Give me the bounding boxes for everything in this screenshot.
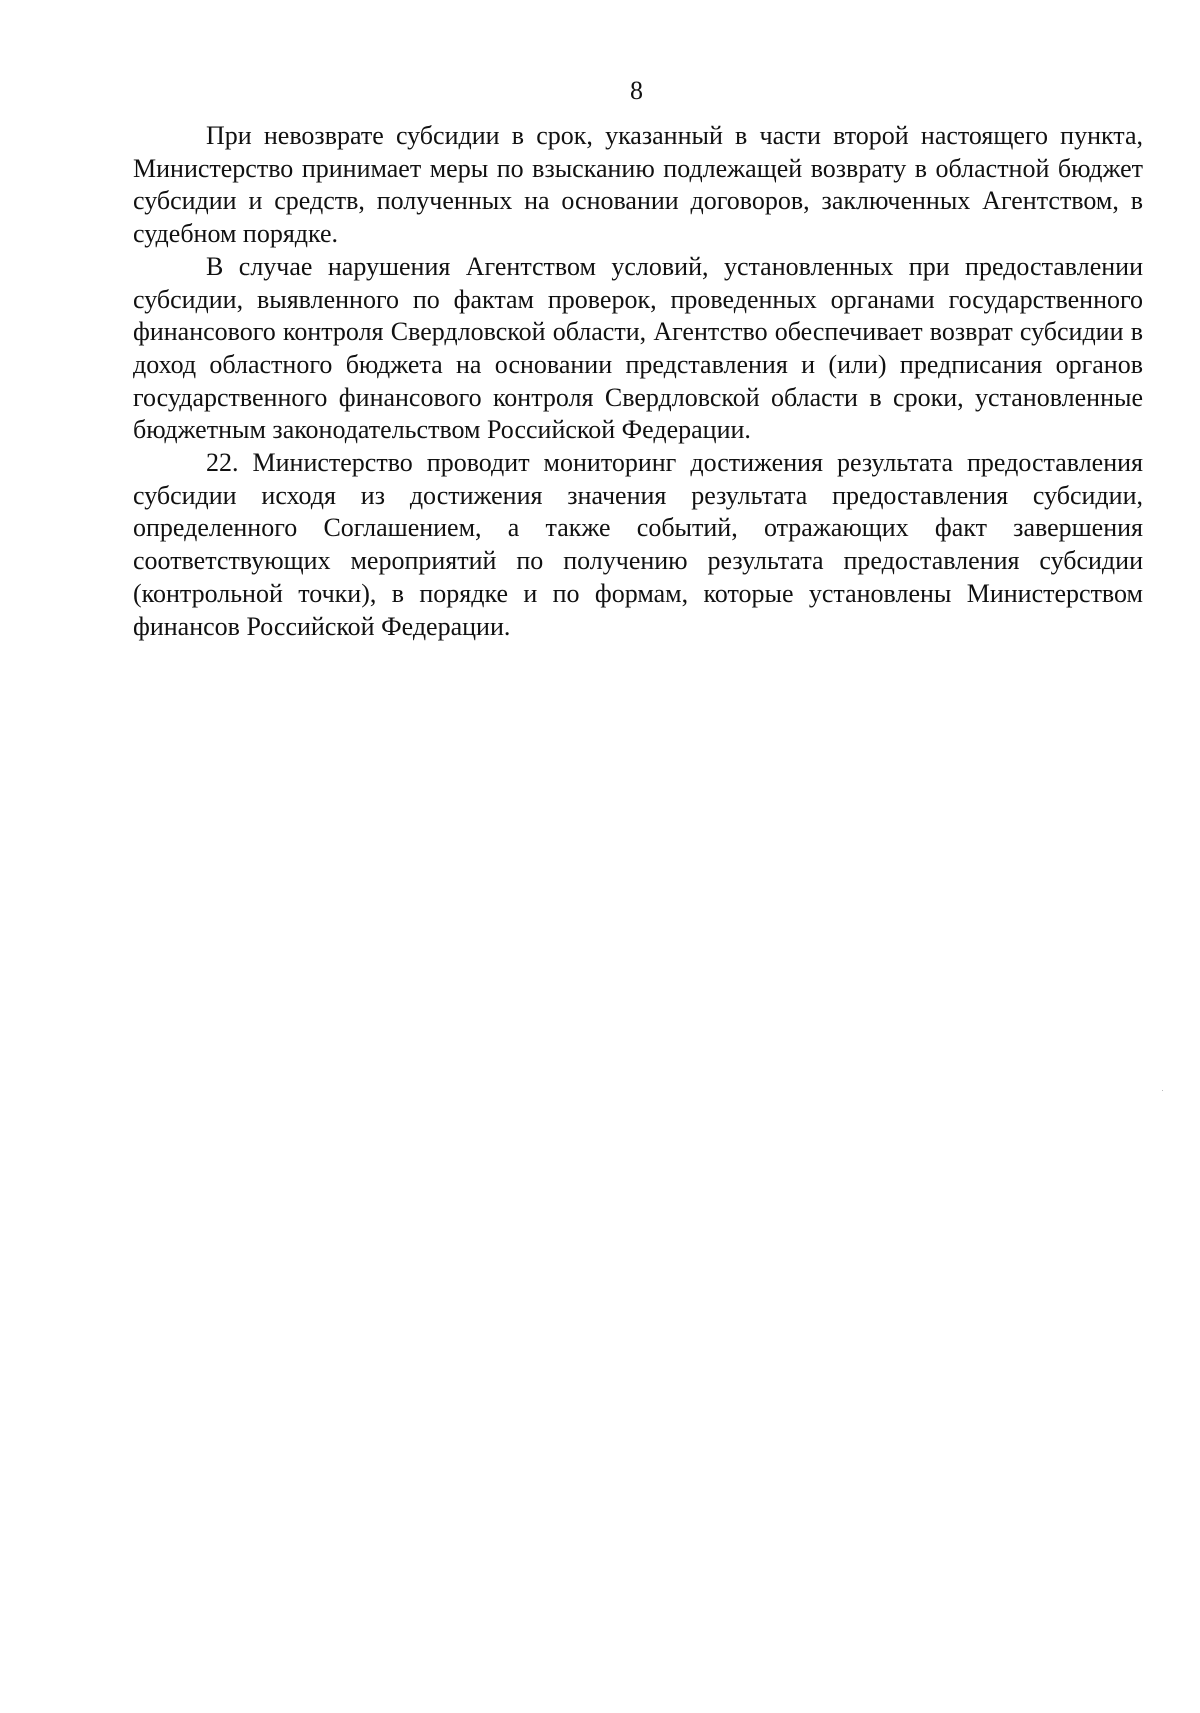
page-number: 8 [630, 76, 643, 105]
paragraph-monitoring: 22. Министерство проводит мониторинг достижения результата предоставления субсидии исходя из достижения значения результата предоставления субсидии, определенного Соглашением, а также событий, отражающих факт завершения соответствующих мероприятий по получению результата предоставления субсидии (контрольной точки), в порядке и по формам, которые установлены Министерством финансов Российской Федерации. [133, 448, 1143, 641]
paragraph-subsidy-recovery: При невозврате субсидии в срок, указанный в части второй настоящего пункта, Министерство принимает меры по взысканию подлежащей возврату в областной бюджет субсидии и средств, полученных на основании договоров, заключенных Агентством, в судебном порядке. [133, 121, 1143, 249]
paragraph-agency-violation: В случае нарушения Агентством условий, установленных при предоставлении субсидии, выявленного по фактам проверок, проведенных органами государственного финансового контроля Свердловской области, Агентство обеспечивает возврат субсидии в доход областного бюджета на основании представления и (или) предписания органов государственного финансового контроля Свердловской области в сроки, установленные бюджетным законодательством Российской Федерации. [133, 251, 1143, 445]
document-body [133, 120, 1143, 643]
scan-speck [1162, 1090, 1163, 1091]
